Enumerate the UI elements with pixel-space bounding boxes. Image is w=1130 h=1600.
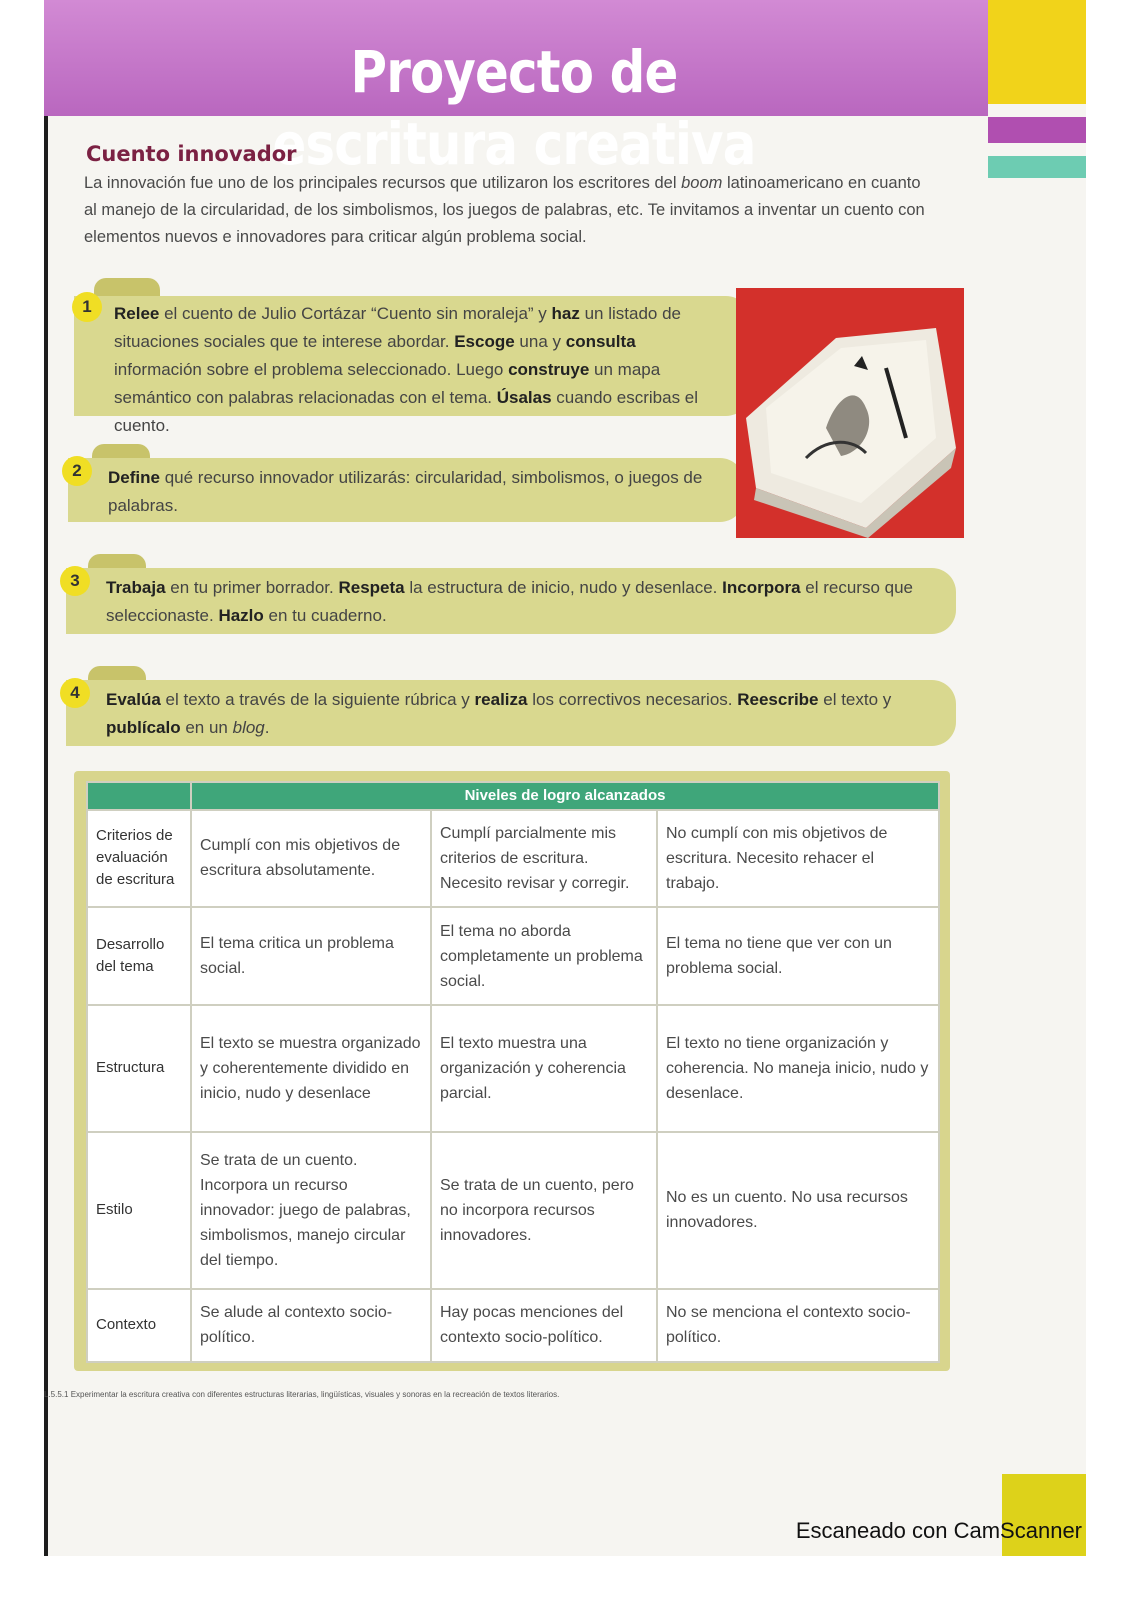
page-edge-shadow	[44, 0, 48, 1556]
step-text-run: una y	[514, 332, 566, 351]
step-text-run: Úsalas	[496, 388, 552, 407]
step-text-run: en tu primer borrador.	[165, 578, 339, 597]
table-cell: El texto muestra una organización y coherencia parcial.	[431, 1005, 657, 1131]
step-text-run: .	[264, 718, 270, 737]
table-row	[87, 1132, 939, 1289]
table-row	[87, 1005, 939, 1131]
intro-part-2: latinoamericano en cuanto al manejo de la circularidad, de los simbolismos, los juegos de palabras, etc. Te invitamos a inventar un cuento con elementos nuevos e innovadores para criticar algún problema social.	[84, 174, 925, 246]
row-criterion: Desarrollo del tema	[87, 907, 191, 1005]
header-cell-level-3: No cumplí con mis objetivos de escritura. Necesito rehacer el trabajo.	[657, 810, 939, 908]
row-criterion: Estructura	[87, 1005, 191, 1131]
step-4-number: 4	[60, 678, 90, 708]
rubric-frame	[74, 771, 950, 1371]
table-cell: El tema no aborda completamente un problema social.	[431, 907, 657, 1005]
step-text-run: un listado de situaciones sociales que te interese abordar.	[114, 304, 681, 351]
table-row	[87, 1289, 939, 1362]
header-cell-level-2: Cumplí parcialmente mis criterios de escritura. Necesito revisar y corregir.	[431, 810, 657, 908]
step-text-run: Hazlo	[218, 606, 264, 625]
levels-header: Niveles de logro alcanzados	[191, 782, 939, 810]
table-cell: El texto no tiene organización y coherencia. No maneja inicio, nudo y desenlace.	[657, 1005, 939, 1131]
step-text-run: información sobre el problema seleccionado. Luego	[114, 360, 509, 379]
header-cell-criteria: Criterios de evaluación de escritura	[87, 810, 191, 908]
step-text-run: el texto a través de la siguiente rúbrica y	[160, 690, 475, 709]
step-text-run: publícalo	[106, 718, 181, 737]
table-cell: No se menciona el contexto socio-político.	[657, 1289, 939, 1362]
rubric-table	[86, 781, 940, 1363]
step-2-text	[108, 464, 718, 520]
step-text-run: haz	[551, 304, 580, 323]
step-text-run: construye	[508, 360, 590, 379]
step-3-text	[106, 574, 942, 630]
step-1-number: 1	[72, 292, 102, 322]
step-text-run: el texto y	[818, 690, 892, 709]
step-text-run: Trabaja	[106, 578, 166, 597]
intro-paragraph	[84, 170, 934, 251]
table-cell: El texto se muestra organizado y coherentemente dividido en inicio, nudo y desenlace	[191, 1005, 431, 1131]
section-title: Cuento innovador	[86, 142, 297, 166]
open-book-illustration	[736, 288, 964, 538]
step-text-run: Reescribe	[737, 690, 819, 709]
table-cell: Se trata de un cuento, pero no incorpora recursos innovadores.	[431, 1132, 657, 1289]
levels-header-row	[87, 782, 939, 810]
step-text-run: la estructura de inicio, nudo y desenlace.	[404, 578, 723, 597]
table-cell: Hay pocas menciones del contexto socio-político.	[431, 1289, 657, 1362]
step-text-run: en un	[180, 718, 233, 737]
corner-tab-yellow	[988, 0, 1086, 104]
step-text-run: los correctivos necesarios.	[527, 690, 738, 709]
step-text-run: en tu cuaderno.	[263, 606, 387, 625]
curriculum-footnote: L.5.5.1 Experimentar la escritura creativa con diferentes estructuras literarias, lingüísticas, visuales y sonoras en la recreación de textos literarios.	[44, 1390, 560, 1399]
scanner-watermark: Escaneado con CamScanner	[795, 1518, 1082, 1543]
step-text-run: Define	[108, 468, 160, 487]
side-tab-purple	[988, 117, 1086, 143]
step-text-run: Evalúa	[106, 690, 161, 709]
intro-emphasis: boom	[681, 174, 723, 192]
step-text-run: qué recurso innovador utilizarás: circularidad, simbolismos, o juegos de palabras.	[108, 468, 703, 515]
step-text-run: realiza	[474, 690, 528, 709]
step-text-run: el cuento de Julio Cortázar “Cuento sin moraleja” y	[159, 304, 552, 323]
table-cell: El tema no tiene que ver con un problema social.	[657, 907, 939, 1005]
step-text-run: Escoge	[454, 332, 515, 351]
table-cell: Se alude al contexto socio-político.	[191, 1289, 431, 1362]
step-text-run: Respeta	[338, 578, 405, 597]
step-text-run: Incorpora	[722, 578, 801, 597]
row-criterion: Estilo	[87, 1132, 191, 1289]
levels-header-blank	[87, 782, 191, 810]
step-4-text	[106, 686, 942, 742]
header-cell-level-1: Cumplí con mis objetivos de escritura absolutamente.	[191, 810, 431, 908]
table-cell: No es un cuento. No usa recursos innovadores.	[657, 1132, 939, 1289]
page-title: Proyecto de escritura creativa	[272, 38, 756, 178]
step-1-text	[114, 300, 728, 440]
step-text-run: Relee	[114, 304, 160, 323]
step-2-number: 2	[62, 456, 92, 486]
table-cell: El tema critica un problema social.	[191, 907, 431, 1005]
table-row	[87, 810, 939, 908]
row-criterion: Contexto	[87, 1289, 191, 1362]
table-cell: Se trata de un cuento. Incorpora un recurso innovador: juego de palabras, simbolismos, manejo circular del tiempo.	[191, 1132, 431, 1289]
step-text-run: cuando escribas el cuento.	[114, 388, 699, 435]
step-3-number: 3	[60, 566, 90, 596]
step-text-run: blog	[232, 718, 265, 737]
intro-part-1: La innovación fue uno de los principales recursos que utilizaron los escritores del	[84, 174, 682, 192]
table-row	[87, 907, 939, 1005]
step-text-run: un mapa semántico con palabras relacionadas con el tema.	[114, 360, 661, 407]
textbook-page	[44, 0, 1086, 1556]
side-tab-teal	[988, 156, 1086, 178]
step-text-run: el recurso que seleccionaste.	[106, 578, 913, 625]
step-text-run: consulta	[565, 332, 636, 351]
book-feather-icon	[736, 288, 964, 538]
